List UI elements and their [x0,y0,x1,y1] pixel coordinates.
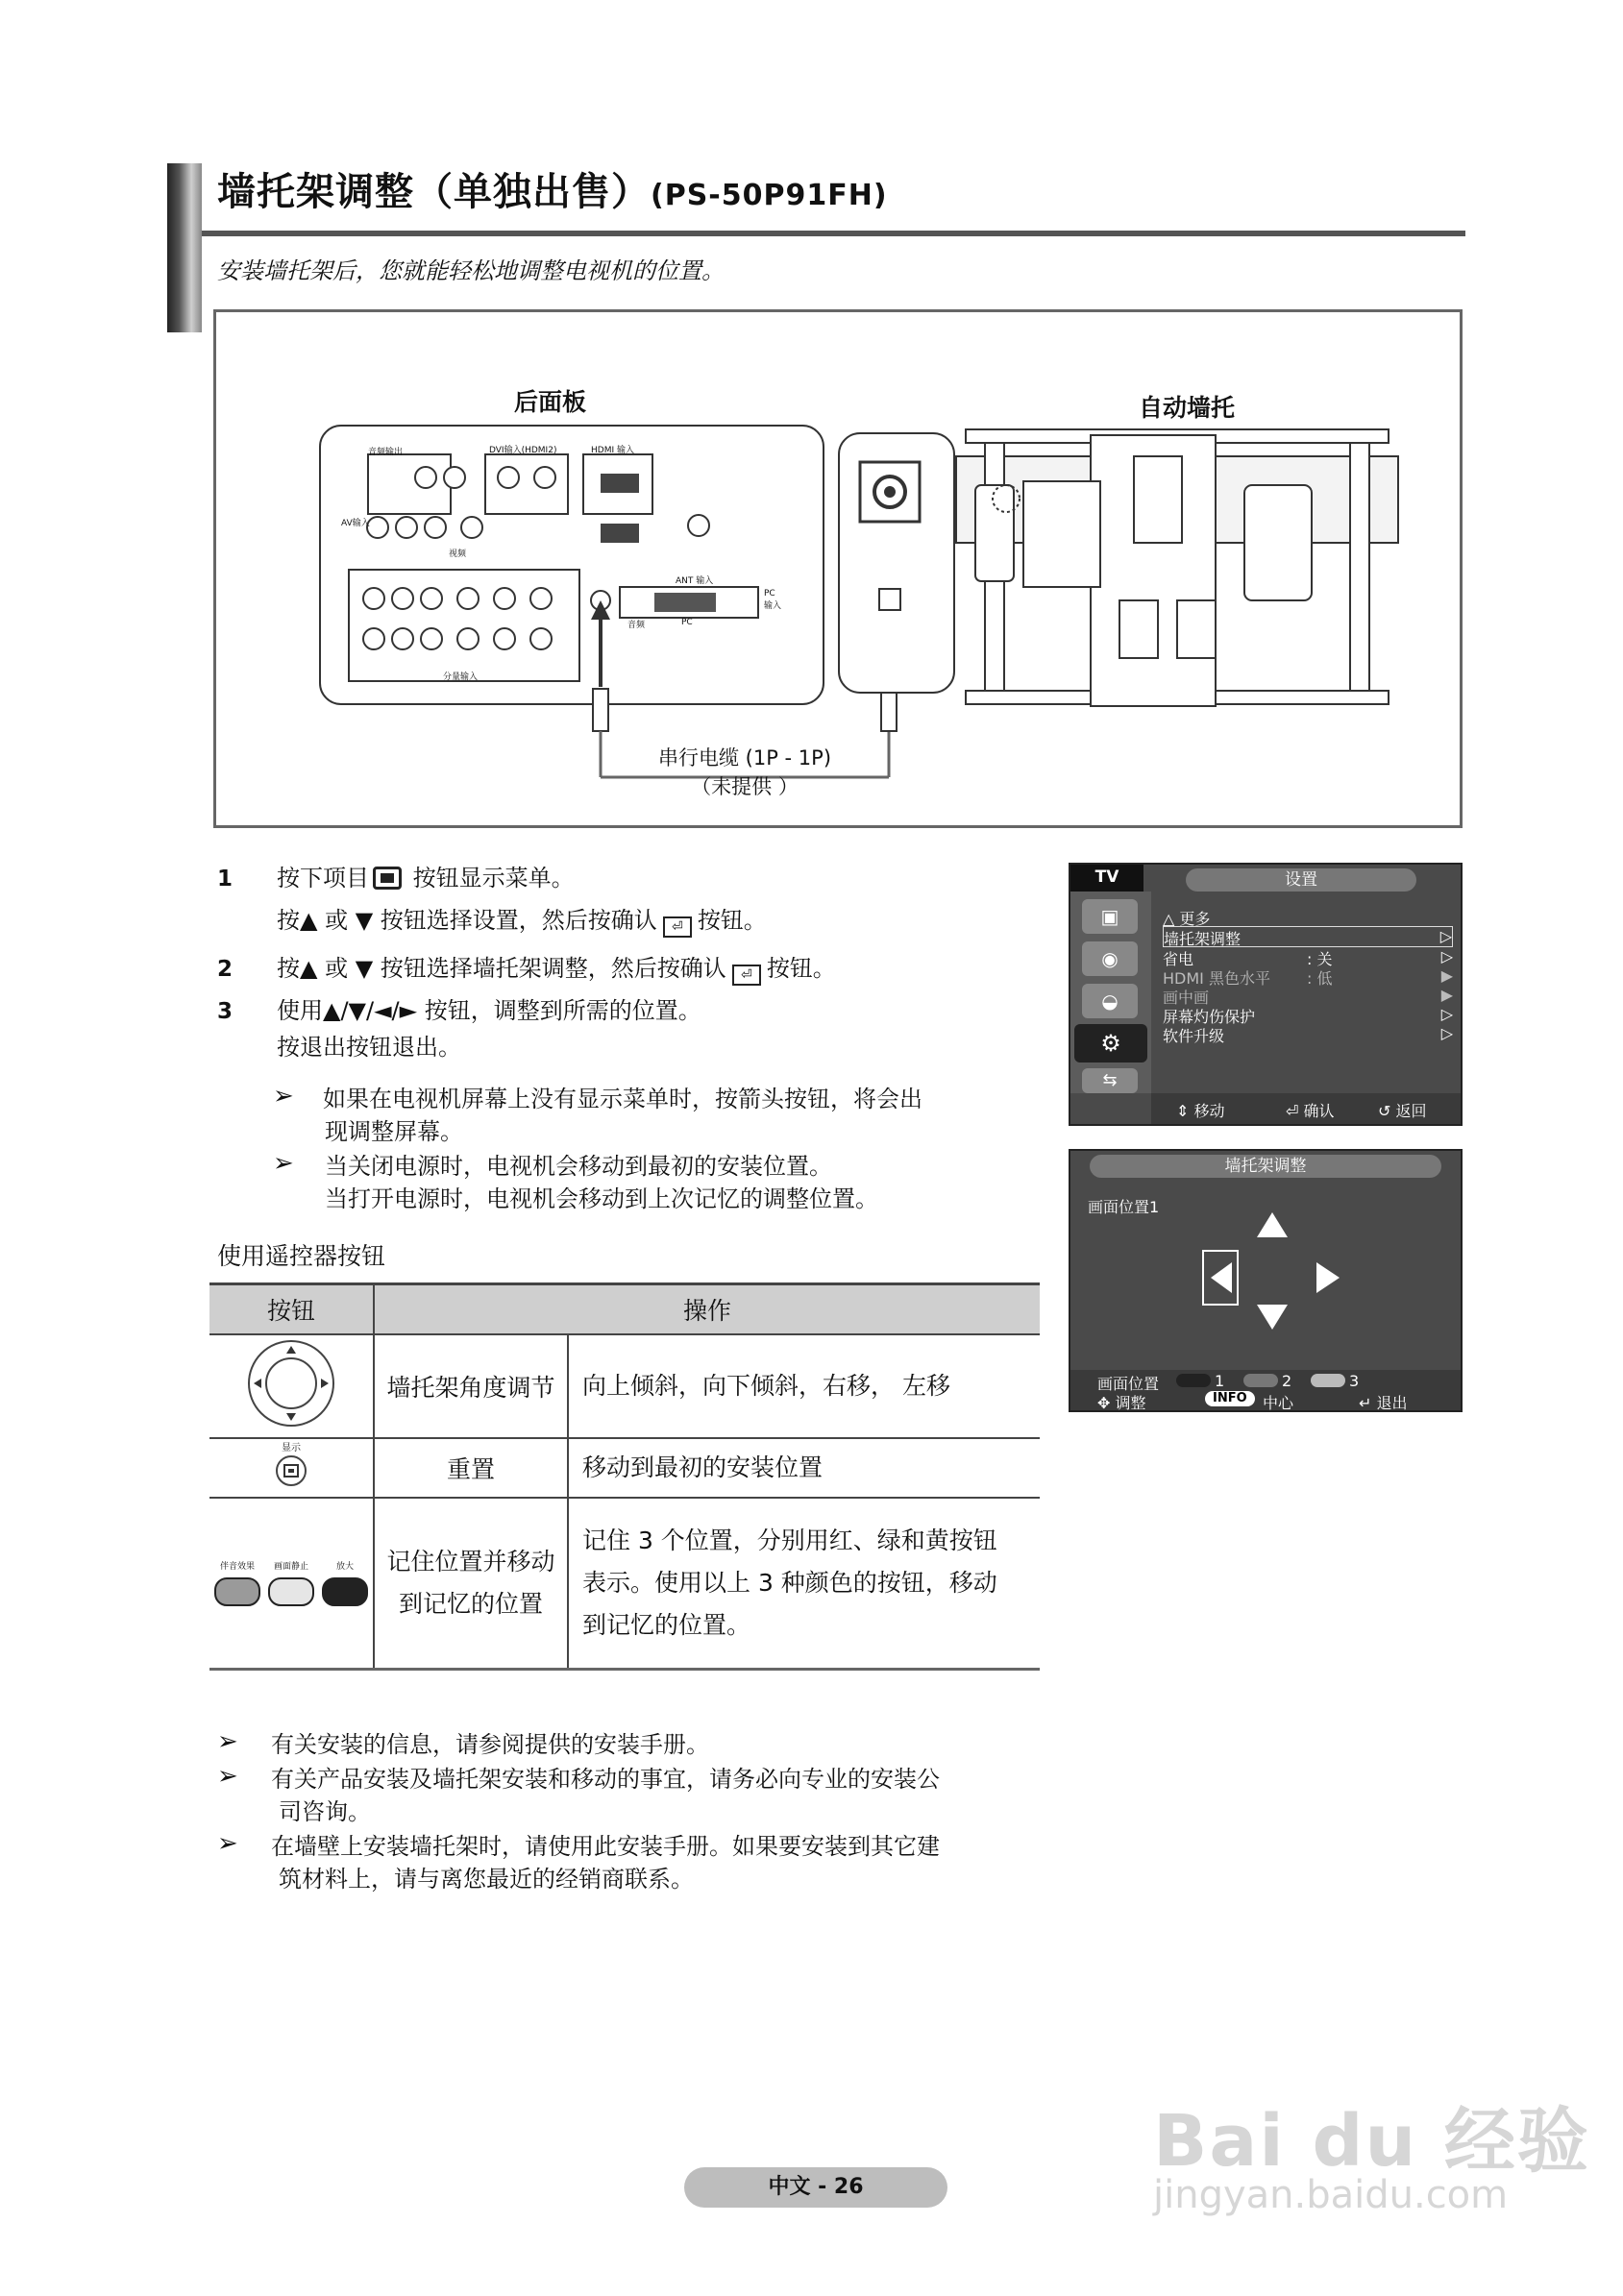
note-3-line-2: 筑材料上，请与离您最近的经销商联系。 [279,1866,694,1893]
osd-item-arrow: ▶ [1440,986,1453,1004]
tip-1-line-1: 如果在电视机屏幕上没有显示菜单时，按箭头按钮，将会出 [323,1086,922,1112]
step-1-text-d: 按钮。 [697,907,767,934]
note-3-line-1: 在墙壁上安装墙托架时，请使用此安装手册。如果要安装到其它建 [271,1833,940,1860]
caption-still: 画面静止 [273,1562,308,1573]
note-1-line-1: 有关安装的信息，请参阅提供的安装手册。 [271,1731,709,1758]
enter-key-icon: ⏎ [663,916,692,938]
label-pc-in: PC输入 [764,589,782,611]
cable-label: 串行电缆 (1P - 1P) [657,746,832,769]
osd-direction-arrows [1195,1205,1349,1339]
osd-adjust-label: 调整 [1115,1394,1146,1412]
hdmi-port-2 [601,524,639,543]
table-cell-name [374,1498,568,1669]
table-header-button: 按钮 [209,1284,374,1335]
remote-button-table [209,1282,1040,1671]
jack [530,588,552,609]
step-1-text-b: 按钮显示菜单。 [412,865,575,892]
step-2-number: 2 [217,957,234,982]
channel-icon[interactable]: ◒ [1082,984,1138,1018]
jack [494,588,515,609]
osd-item-arrow: ▷ [1439,927,1452,945]
position-2-green-icon [1243,1374,1278,1387]
step-2-text-b: 按钮。 [766,955,836,982]
position-1-red-icon [1176,1374,1211,1387]
osd-menu-item[interactable] [1163,966,1453,986]
page-title-text: 墙托架调整（单独出售） [217,170,651,214]
color-buttons [209,1577,373,1606]
osd-info-badge: INFO [1205,1391,1255,1406]
step-1-text-a: 按下项目 [277,865,369,892]
label-ant-in: ANT 输入 [676,576,714,586]
step-3-number: 3 [217,999,234,1024]
osd-pos-2: 2 [1282,1372,1292,1390]
info-button-icon [275,1454,307,1487]
table-row [209,1334,1040,1438]
jack [457,628,479,649]
bracket-motor [1023,481,1100,587]
osd-item-arrow: ▷ [1440,1024,1453,1042]
osd-item-arrow: ▶ [1440,966,1453,985]
bracket-arm-left [1119,600,1158,658]
hdmi-port-1 [601,474,639,493]
jack [530,628,552,649]
osd-wall-mount-adjust [1069,1149,1463,1412]
table-header-action: 操作 [374,1284,1040,1335]
tip-2-line-1: 当关闭电源时，电视机会移动到最初的安装位置。 [325,1153,832,1180]
osd-item-label: 屏幕灼伤保护 [1163,1008,1256,1026]
down-arrow-icon [1257,1305,1288,1330]
table-header-row [209,1284,1040,1335]
osd-menu-item[interactable] [1163,986,1453,1005]
osd-move-hint: ⇕ 移动 [1176,1102,1225,1120]
osd-menu-item[interactable] [1163,907,1453,926]
component-block [349,570,579,681]
enter-key-icon: ⏎ [732,965,761,986]
table-cell-name: 墙托架角度调节 [374,1334,568,1438]
title-rule [202,231,1465,236]
jack [392,588,413,609]
osd-move-label: 移动 [1193,1102,1225,1120]
arrow-pad-icon [246,1338,336,1429]
table-cell-name: 重置 [374,1438,568,1498]
bracket-arm-right [1177,600,1216,658]
bracket-rail-right [1350,437,1369,696]
osd-menu-title: 设置 [1186,868,1416,892]
osd-tv-tab: TV [1070,865,1143,892]
label-av-in: AV输入 [341,519,370,528]
osd-item-label: 软件升级 [1163,1027,1225,1045]
osd-center-label: 中心 [1263,1394,1294,1412]
sound-icon[interactable]: ◉ [1082,941,1138,976]
mount-port-center [884,486,896,498]
jack [421,588,442,609]
osd-item-label: 墙托架调整 [1164,930,1242,948]
osd-item-label: 画中画 [1163,989,1210,1007]
page-subtitle: 安装墙托架后，您就能轻松地调整电视机的位置。 [217,257,725,284]
osd-icon-column [1070,892,1151,1093]
osd-adjust-hint: ✥ 调整 [1097,1394,1146,1412]
step-1-line-1 [277,861,575,895]
up-arrow-icon [1257,1212,1288,1237]
osd-pos-3: 3 [1349,1372,1360,1390]
osd-item-label: 省电 [1163,950,1194,968]
jack [461,517,482,538]
cable-plug-left [593,689,608,731]
auto-mount-label: 自动墙托 [1139,394,1236,422]
page-title-model: (PS-50P91FH) [651,179,888,212]
jack [396,517,417,538]
step-3-line-1: 使用▲/▼/◄/► 按钮，调整到所需的位置。 [277,997,701,1024]
table-desc-line-3: 到记忆的位置。 [582,1610,751,1639]
menu-key-icon [373,867,402,890]
rear-panel-label: 后面板 [514,388,587,416]
caption-zoom: 放大 [335,1562,354,1573]
osd-item-arrow: ▷ [1440,947,1453,965]
step-2-line-1 [277,951,836,986]
osd-return-hint: ↺ 返回 [1378,1102,1427,1120]
page-number: 中文 - 26 [684,2167,947,2208]
step-3-line-2: 按退出按钮退出。 [277,1034,461,1061]
yellow-button-icon [322,1577,368,1606]
picture-icon[interactable]: ▣ [1082,899,1138,934]
remote-section-title: 使用遥控器按钮 [217,1242,386,1270]
table-name-line-2: 到记忆的位置 [398,1589,543,1618]
step-2-text-a: 按▲ 或 ▼ 按钮选择墙托架调整，然后按确认 [277,955,726,982]
tip-arrow-icon: ➢ [273,1082,294,1111]
osd-return-label: 返回 [1395,1102,1427,1120]
osd-item-value: : 关 [1307,950,1333,968]
table-cell-desc: 向上倾斜，向下倾斜，右移， 左移 [568,1334,1040,1438]
osd-menu-list [1163,907,1453,1043]
watermark-url: jingyan.baidu.com [1153,2173,1509,2217]
osd-pos-1: 1 [1215,1372,1225,1390]
jack [415,467,436,488]
osd-menu-footer [1151,1093,1461,1124]
cable-plug-right [881,689,897,731]
tip-1-line-2: 现调整屏幕。 [325,1118,463,1145]
table-cell-button [209,1334,374,1438]
osd-enter-label: 确认 [1303,1102,1335,1120]
table-cell-button [209,1498,374,1669]
jack [444,467,465,488]
watermark-logo: Bai du 经验 [1153,2100,1590,2183]
color-button-captions [209,1559,373,1572]
osd-exit-label: 退出 [1376,1394,1408,1412]
caption-sound-effect: 伴音效果 [219,1562,255,1573]
jack [498,467,519,488]
setup-gear-icon[interactable]: ⚙ [1074,1024,1147,1063]
jack [367,517,388,538]
page-title [217,161,888,216]
label-audio-out: 音频输出 [368,448,404,457]
note-arrow-icon: ➢ [217,1762,238,1791]
jack [425,517,446,538]
bracket-plate-right [1244,485,1312,600]
table-name-line-1: 记住位置并移动 [386,1547,555,1575]
osd-item-arrow: ▷ [1440,1005,1453,1023]
note-2-line-2: 司咨询。 [279,1798,371,1825]
table-cell-desc: 移动到最初的安装位置 [568,1438,1040,1498]
osd-item-label: △ 更多 [1163,910,1211,928]
osd-footer-position: 画面位置 [1097,1375,1160,1393]
osd-exit-hint: ↵ 退出 [1359,1394,1408,1412]
osd-menu-item-selected[interactable] [1163,926,1453,947]
osd-setup-menu [1069,863,1463,1126]
header-side-bar [167,163,202,332]
label-audio: 音频 [627,621,646,630]
osd-item-label: HDMI 黑色水平 [1163,969,1270,988]
input-icon[interactable]: ⇆ [1082,1068,1138,1093]
left-arrow-icon [1211,1262,1232,1293]
label-video: 视频 [449,550,467,559]
label-pc: PC [681,618,693,627]
jack [363,628,384,649]
connection-diagram [213,309,1463,828]
osd-adjust-footer [1070,1370,1461,1410]
note-arrow-icon: ➢ [217,1829,238,1858]
jack [421,628,442,649]
tip-arrow-icon: ➢ [273,1149,294,1178]
audio-out-block [368,454,451,514]
jack [457,588,479,609]
red-button-icon [214,1577,260,1606]
dvi-audio-block [485,454,568,514]
jack [494,628,515,649]
label-component-in: 分量输入 [443,672,479,682]
osd-menu-item[interactable] [1163,1005,1453,1024]
mount-serial-port [879,589,900,610]
osd-menu-item[interactable] [1163,1024,1453,1043]
osd-position-label: 画面位置1 [1088,1198,1160,1216]
jack [688,515,709,536]
osd-menu-item[interactable] [1163,947,1453,966]
label-dvi-in: DVI输入(HDMI2) [489,446,557,455]
note-2-line-1: 有关产品安装及墙托架安装和移动的事宜，请务必向专业的安装公 [271,1766,940,1793]
info-button-caption: 显示 [282,1443,301,1453]
jack [534,467,555,488]
table-cell-button [209,1438,374,1498]
table-desc-line-2: 表示。使用以上 3 种颜色的按钮，移动 [582,1568,997,1597]
bracket-plate-left [975,485,1014,581]
pc-vga-port [654,593,716,612]
osd-enter-hint: ⏎ 确认 [1286,1102,1335,1120]
cable-note: （未提供 ） [691,775,799,798]
right-arrow-icon [1316,1262,1340,1293]
bracket-gear [1134,456,1182,543]
green-button-icon [268,1577,314,1606]
position-3-yellow-icon [1311,1374,1345,1387]
jack [392,628,413,649]
table-cell-desc [568,1498,1040,1669]
step-1-line-2 [277,903,767,938]
osd-adjust-title: 墙托架调整 [1090,1155,1441,1178]
table-row [209,1498,1040,1669]
tip-2-line-2: 当打开电源时，电视机会移动到上次记忆的调整位置。 [325,1185,878,1212]
label-hdmi-in: HDMI 输入 [591,446,634,455]
table-desc-line-1: 记住 3 个位置，分别用红、绿和黄按钮 [582,1526,997,1554]
note-arrow-icon: ➢ [217,1727,238,1756]
table-row [209,1438,1040,1498]
step-1-text-c: 按▲ 或 ▼ 按钮选择设置，然后按确认 [277,907,657,934]
jack [363,588,384,609]
step-1-number: 1 [217,867,234,892]
osd-item-value: : 低 [1307,969,1333,988]
